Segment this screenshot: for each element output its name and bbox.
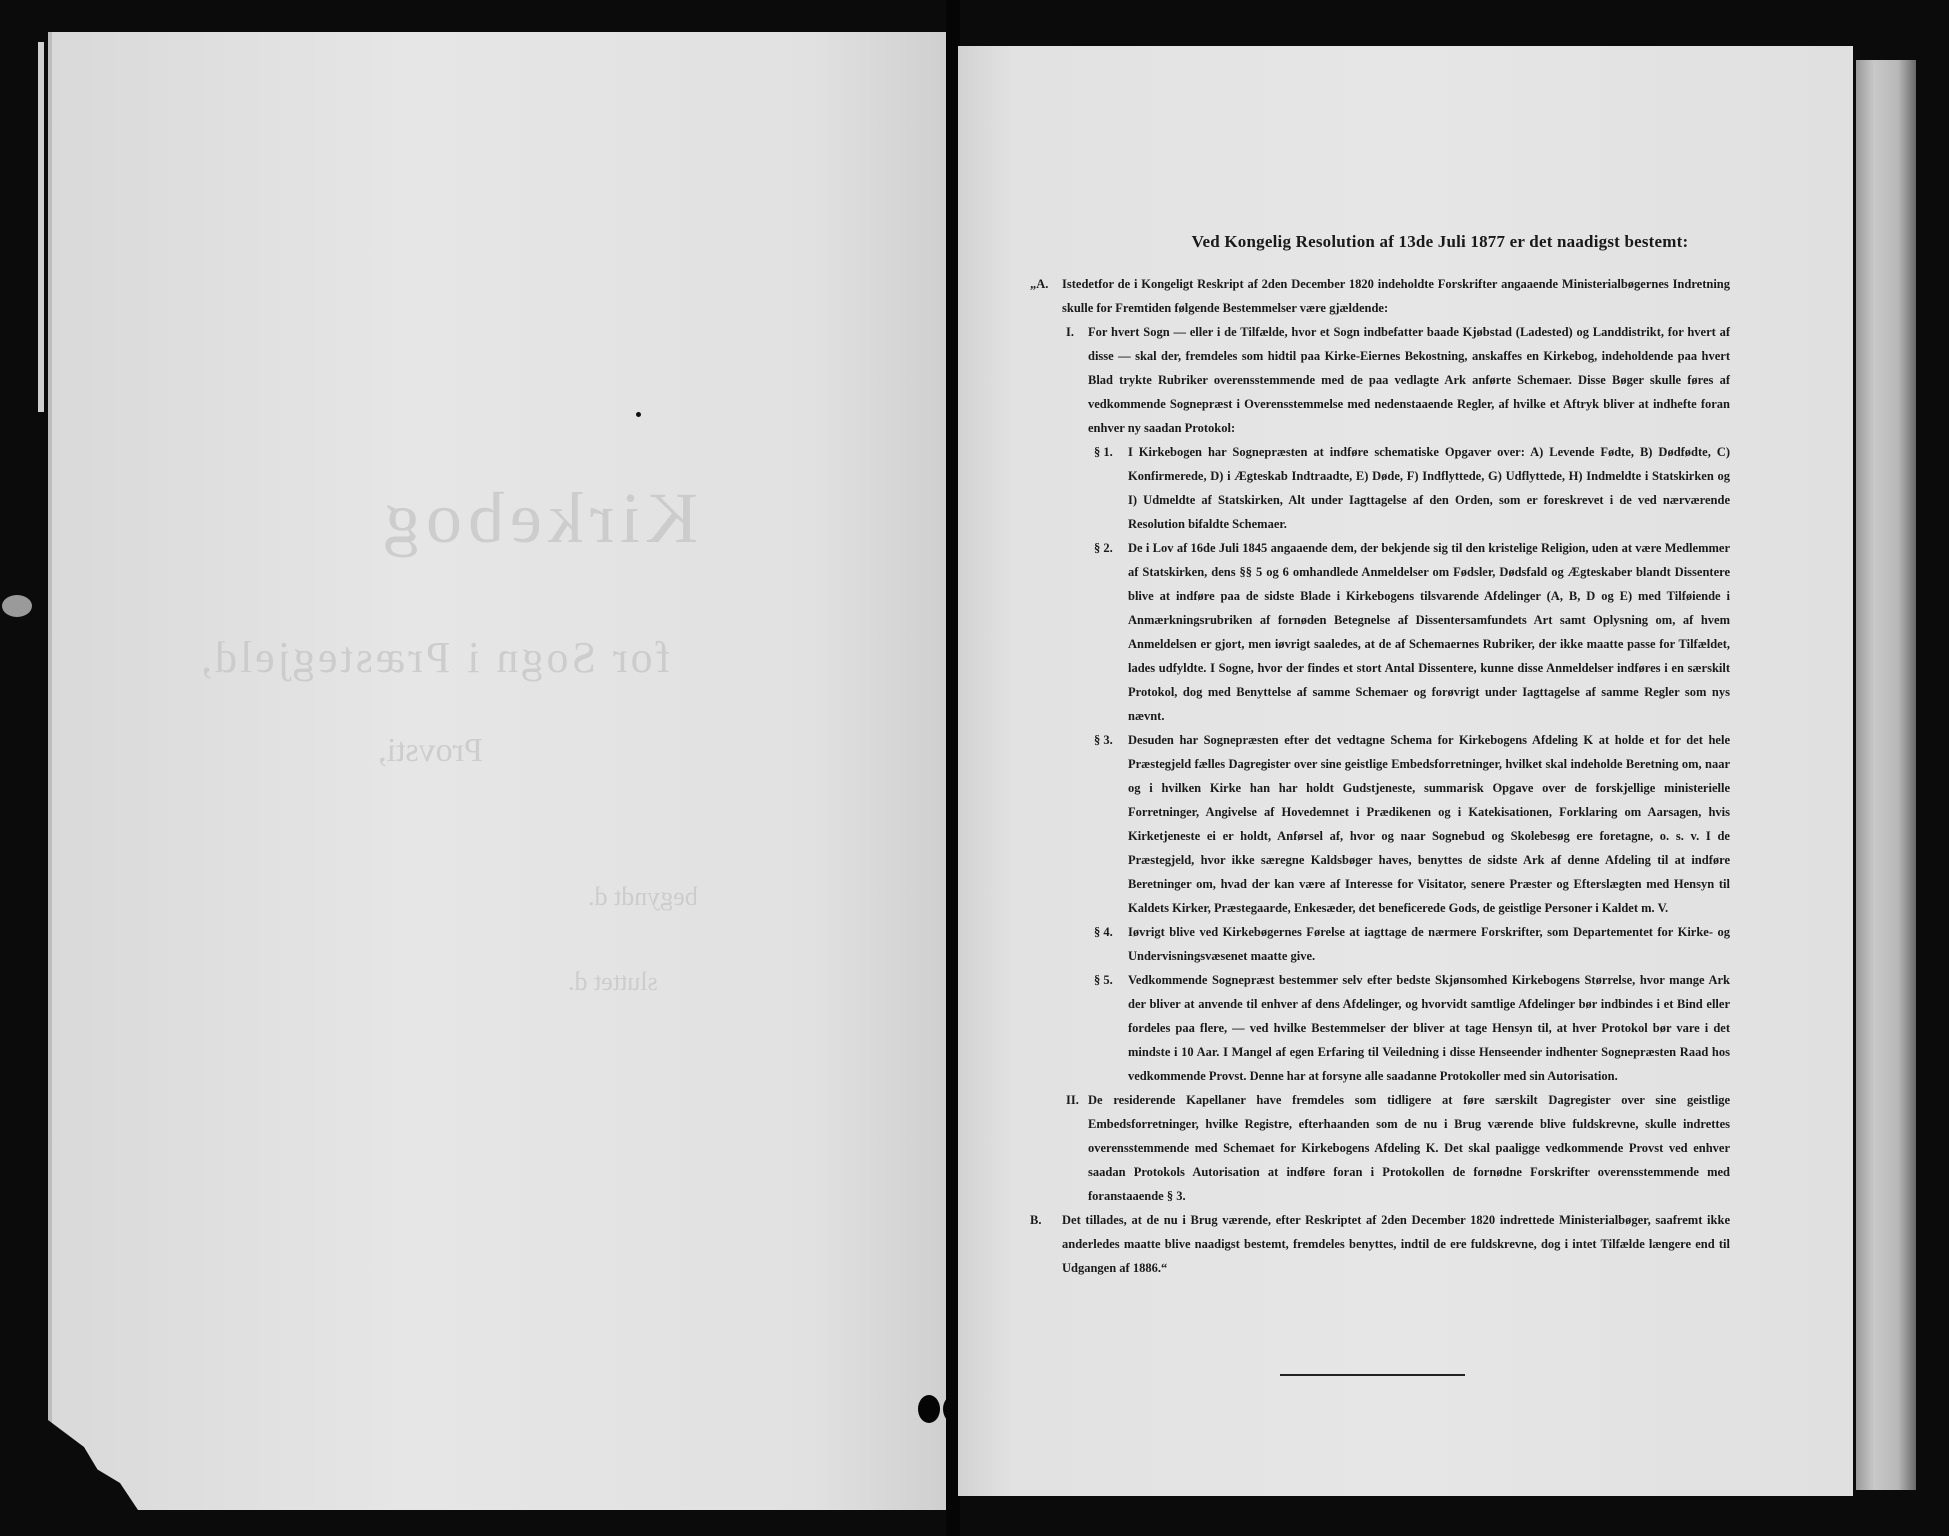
bleed-through-begun-line: begyndt d.	[588, 882, 698, 911]
bleed-through-deanery-line: Provsti,	[378, 732, 483, 769]
left-edge-tab	[38, 42, 44, 412]
document-heading: Ved Kongelig Resolution af 13de Juli 1877 er det naadigst bestemt:	[1191, 232, 1689, 251]
section-text: For hvert Sogn — eller i de Tilfælde, hvor et Sogn indbefatter baade Kjøbstad (Ladested) og Landdistrikt, for hvert af disse — skal der, fremdeles som hidtil paa Kirke-Eiernes Bekostning, anskaffes en Kirkebog, indeholdende paa hvert Blad trykte Rubriker overensstemmende med de paa vedlagte Ark anførte Schemaer. Disse Bøger skulle føres af vedkommende Sognepræst i Overensstemmelse med nedenstaaende Regler, af hvilke et Aftryk bliver at indhefte foran enhver ny saadan Protokol:	[1088, 325, 1730, 435]
section-label: § 4.	[1094, 925, 1113, 939]
section-paragraph	[1030, 1208, 1730, 1280]
section-text: Istedetfor de i Kongeligt Reskript af 2den December 1820 indeholdte Forskrifter angaaende Ministerialbøgernes Indretning skulle for Fremtiden følgende Bestemmelser være gjældende:	[1062, 277, 1730, 315]
bleed-through-parish-line: for Sogn i Præstegjeld,	[198, 633, 671, 682]
section-paragraph	[1030, 728, 1730, 920]
section-label: „A.	[1030, 277, 1049, 291]
section-label: § 3.	[1094, 733, 1113, 747]
page-edge-stack	[1856, 60, 1916, 1490]
section-label: § 5.	[1094, 973, 1113, 987]
section-paragraph	[1030, 968, 1730, 1088]
section-label: § 1.	[1094, 445, 1113, 459]
section-text: De residerende Kapellaner have fremdeles som tidligere at føre særskilt Dagregister over sine geistlige Embedsforretninger, hvilke Registre, efterhaanden som de nu i Brug værende blive fuldskrevne, skulle indrettes overensstemmende med Schemaet for Kirkebogens Afdeling K. Det skal paaligge vedkommende Provst ved enhver saadan Protokols Autorisation at indføre foran i Protokollen de fornødne Forskrifter overensstemmende med foranstaaende § 3.	[1088, 1093, 1730, 1203]
bleed-through-ended-line: sluttet d.	[568, 967, 658, 996]
binding-hole-left	[918, 1395, 940, 1423]
resolution-document	[1030, 232, 1730, 1280]
closing-rule	[1280, 1374, 1465, 1376]
section-text: De i Lov af 16de Juli 1845 angaaende dem, der bekjende sig til den kristelige Religion, uden at være Medlemmer af Statskirken, dens §§ 5 og 6 omhandlede Anmeldelser om Fødsler, Dødsfald og Ægteskaber blandt Dissentere blive at indføre paa de sidste Blade i Kirkebogens tilsvarende Afdelinger (A, B, D og E) med Tilføiende i Anmærkningsrubriken af fornøden Betegnelse af Dissentersamfundets Art samt Oplysning om, af hvem Anmeldelsen er gjort, men iøvrigt saaledes, at de af Schemaernes Rubriker, der ikke maatte passe for Tilfældet, lades udfyldte. I Sogne, hvor der findes et stort Antal Dissentere, kunne disse Anmeldelser indføres i en særskilt Protokol, dog med Benyttelse af samme Schemaer og forøvrigt under Iagttagelse af samme Regler som nys nævnt.	[1128, 541, 1730, 723]
section-label: B.	[1030, 1213, 1042, 1227]
section-paragraph	[1030, 320, 1730, 440]
section-paragraph	[1030, 440, 1730, 536]
section-text: Vedkommende Sognepræst bestemmer selv efter bedste Skjønsomhed Kirkebogens Størrelse, hvor mange Ark der bliver at anvende til enhver af dens Afdelinger, og hvorvidt samtlige Afdelinger bør indbindes i et Bind eller fordeles paa flere, — ved hvilke Bestemmelser der bliver at tage Hensyn til, at hver Protokol bør vare i det mindste i 10 Aar. I Mangel af egen Erfaring til Veiledning i disse Henseender indhenter Sognepræsten Raad hos vedkommende Provst. Denne har at forsyne alle saadanne Protokoller med sin Autorisation.	[1128, 973, 1730, 1083]
section-paragraph	[1030, 920, 1730, 968]
section-text: I Kirkebogen har Sognepræsten at indføre schematiske Opgaver over: A) Levende Fødte, B) Dødfødte, C) Konfirmerede, D) i Ægteskab Indtraadte, E) Døde, F) Indflyttede, G) Udflyttede, H) Indmeldte i Statskirken og I) Udmeldte af Statskirken, Alt under Iagttagelse af den Orden, som er foreskrevet i de ved nærværende Resolution bifaldte Schemaer.	[1128, 445, 1730, 531]
section-text: Iøvrigt blive ved Kirkebøgernes Førelse at iagttage de nærmere Forskrifter, som Departementet for Kirke- og Undervisningsvæsenet maatte give.	[1128, 925, 1730, 963]
section-label: I.	[1066, 325, 1074, 339]
left-page	[48, 32, 948, 1510]
section-label: § 2.	[1094, 541, 1113, 555]
section-paragraph	[1030, 272, 1730, 320]
document-sections	[1030, 272, 1730, 1280]
section-label: II.	[1066, 1093, 1079, 1107]
section-paragraph	[1030, 536, 1730, 728]
bleed-through-title: Kirkebog	[378, 478, 698, 558]
section-text: Det tillades, at de nu i Brug værende, efter Reskriptet af 2den December 1820 indrettede Ministerialbøger, saafremt ikke anderledes maatte blive naadigst bestemt, fremdeles benyttes, indtil de ere fuldskrevne, dog i intet Tilfælde længere end til Udgangen af 1886.“	[1062, 1213, 1730, 1275]
section-paragraph	[1030, 1088, 1730, 1208]
section-text: Desuden har Sognepræsten efter det vedtagne Schema for Kirkebogens Afdeling K at holde et for det hele Præstegjeld fælles Dagregister over sine geistlige Embedsforretninger, hvilket skal indeholde Beretning om, naar og i hvilken Kirke han har holdt Gudstjeneste, summarisk Opgave over de forskjellige ministerielle Forretninger, Angivelse af Hovedemnet i Prædikenen og i Katekisationen, Forklaring om Aarsagen, hvis Kirketjeneste ei er holdt, Anførsel af, hvor og naar Sognebud og Skolebesøg ere foretagne, o. s. v. I de Præstegjeld, hvor ikke særegne Kaldsbøger haves, benyttes de sidste Ark af denne Afdeling til at indføre Beretninger om, hvad der kan være af Interesse for Visitator, senere Præster og Efterslægten med Hensyn til Kaldets Kirker, Præstegaarde, Enkesæder, det beneficerede Gods, de geistlige Personer i Kaldet m. V.	[1128, 733, 1730, 915]
page-damage-mark	[2, 595, 32, 617]
ink-dot	[636, 412, 641, 417]
